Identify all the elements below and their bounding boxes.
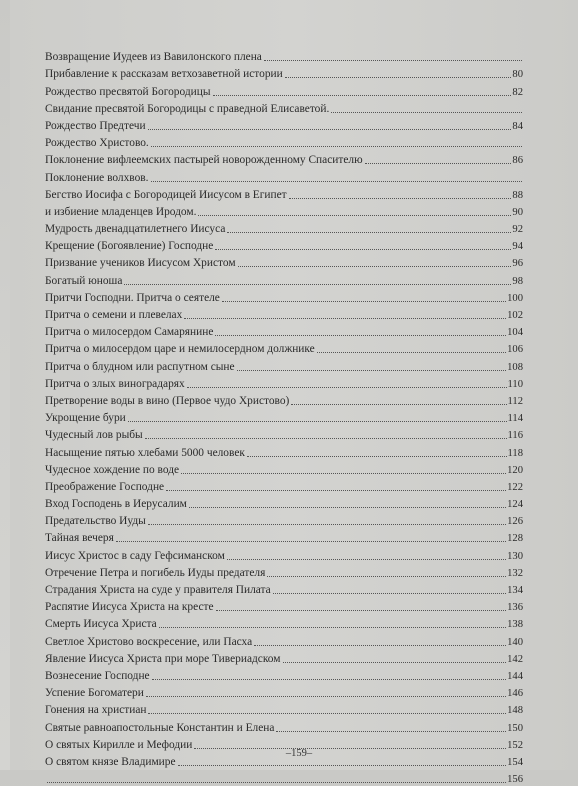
toc-entry <box>45 99 523 116</box>
toc-entry-page: 94 <box>512 241 523 253</box>
dot-leader <box>247 455 507 457</box>
toc-entry <box>45 614 523 631</box>
toc-entry-title: Богатый юноша <box>45 274 123 287</box>
toc-entry-title: Крещение (Богоявление) Господне <box>45 240 214 253</box>
table-of-contents <box>45 47 523 786</box>
toc-entry-title: Светлое Христово воскресение, или Пасха <box>45 635 253 648</box>
toc-entry-title: Тайная вечеря <box>45 532 114 545</box>
toc-entry-page: 118 <box>507 447 523 459</box>
toc-entry-page: 116 <box>507 430 523 442</box>
toc-entry <box>45 511 523 528</box>
toc-entry-title: Мудрость двенадцатилетнего Иисуса <box>45 223 226 236</box>
toc-entry-title: Претворение воды в вино (Первое чудо Христово) <box>45 394 290 407</box>
dot-leader <box>159 626 506 628</box>
toc-entry <box>45 236 523 253</box>
toc-entry-title: Укрощение бури <box>45 412 126 425</box>
toc-entry <box>45 666 523 683</box>
dot-leader <box>187 386 507 388</box>
toc-entry-page: 152 <box>507 739 523 751</box>
dot-leader <box>189 506 506 508</box>
dot-leader <box>289 197 512 199</box>
toc-entry <box>45 322 523 339</box>
toc-entry-page: 148 <box>507 705 523 717</box>
toc-entry-title: О святых Кирилле и Мефодии <box>45 738 193 751</box>
toc-entry <box>45 185 523 202</box>
toc-entry <box>45 460 523 477</box>
toc-entry-title: Рождество пресвятой Богородицы <box>45 85 211 98</box>
toc-entry-page: 98 <box>512 275 523 287</box>
dot-leader <box>222 300 506 302</box>
toc-entry <box>45 133 523 150</box>
toc-entry-page: 112 <box>507 395 523 407</box>
toc-entry-title: Бегство Иосифа с Богородицей Иисусом в Египет <box>45 188 287 201</box>
toc-entry <box>45 425 523 442</box>
toc-entry-title: Возвращение Иудеев из Вавилонского плена <box>45 51 262 64</box>
dot-leader <box>128 420 507 422</box>
toc-entry-page: 140 <box>507 636 523 648</box>
toc-entry-page: 122 <box>507 481 523 493</box>
toc-entry <box>45 597 523 614</box>
toc-entry-title: Рождество Предтечи <box>45 119 146 132</box>
dot-leader <box>254 644 506 646</box>
toc-entry-title: Явление Иисуса Христа при море Тивериадском <box>45 652 281 665</box>
dot-leader <box>148 523 506 525</box>
toc-entry-title: Прибавление к рассказам ветхозаветной истории <box>45 68 283 81</box>
toc-entry <box>45 374 523 391</box>
dot-leader <box>213 94 512 96</box>
dot-leader <box>227 231 511 233</box>
toc-entry <box>45 391 523 408</box>
dot-leader <box>227 558 506 560</box>
dot-leader <box>152 678 507 680</box>
toc-entry-title: Притча о блудном или распутном сыне <box>45 360 235 373</box>
toc-entry-title: Притча о семени и плевелах <box>45 309 183 321</box>
toc-entry-title: Притча о злых виноградарях <box>45 377 185 390</box>
dot-leader <box>237 369 507 371</box>
toc-entry-page: 134 <box>507 585 523 596</box>
page-number: –159– <box>285 748 313 759</box>
toc-entry-page: 108 <box>507 361 523 373</box>
toc-entry-page: 144 <box>507 670 523 682</box>
dot-leader <box>215 248 511 250</box>
toc-entry-title: Смерть Иисуса Христа <box>45 618 157 631</box>
dot-leader <box>216 609 507 611</box>
dot-leader <box>331 111 522 113</box>
toc-entry <box>45 442 523 459</box>
dot-leader <box>365 162 512 164</box>
toc-entry <box>45 769 523 786</box>
toc-entry-page: 146 <box>507 688 523 700</box>
dot-leader <box>148 712 506 714</box>
toc-entry-title: Притча о милосердом царе и немилосердном должнике <box>45 343 315 356</box>
toc-entry <box>45 270 523 287</box>
dot-leader <box>283 661 507 663</box>
toc-entry <box>45 683 523 700</box>
toc-entry-title: Чудесный лов рыбы <box>45 429 143 442</box>
dot-leader <box>146 695 506 697</box>
toc-entry-title: Предательство Иуды <box>45 515 146 528</box>
dot-leader <box>215 334 506 336</box>
toc-entry-title: О святом князе Владимире <box>45 755 176 768</box>
toc-entry-page: 80 <box>512 69 523 81</box>
toc-entry-title: Отречение Петра и погибель Иуды предателя <box>45 566 266 579</box>
toc-entry <box>45 494 523 511</box>
toc-entry <box>45 356 523 373</box>
toc-entry <box>45 47 523 64</box>
toc-entry-page: 124 <box>507 499 523 511</box>
toc-entry <box>45 717 523 734</box>
toc-entry-page: 106 <box>507 344 523 356</box>
toc-entry-page: 82 <box>512 86 523 98</box>
toc-entry-page: 138 <box>507 619 523 631</box>
toc-entry <box>45 81 523 98</box>
dot-leader <box>276 730 506 732</box>
toc-entry-page: 86 <box>512 155 523 167</box>
dot-leader <box>47 781 506 783</box>
toc-entry-title: Рождество Христово. <box>45 137 149 150</box>
dot-leader <box>178 764 507 766</box>
toc-entry-page: 120 <box>507 464 523 476</box>
dot-leader <box>116 540 506 542</box>
toc-entry-title: Поклонение вифлеемских пастырей новорожденному Спасителю <box>45 154 363 167</box>
toc-entry <box>45 563 523 580</box>
toc-entry <box>45 339 523 356</box>
toc-entry-title: Чудесное хождение по воде <box>45 463 180 476</box>
toc-entry-title: Гонения на христиан <box>45 704 147 717</box>
toc-entry <box>45 64 523 81</box>
dot-leader <box>273 592 506 594</box>
dot-leader <box>291 403 506 405</box>
toc-entry <box>45 288 523 305</box>
toc-entry-page: 104 <box>507 327 523 339</box>
dot-leader <box>148 128 512 130</box>
toc-entry-page: 92 <box>512 224 523 236</box>
dot-leader <box>166 489 506 491</box>
dot-leader <box>317 351 506 353</box>
toc-entry-title: и избиение младенцев Иродом. <box>45 205 197 218</box>
toc-entry-page: 100 <box>507 292 523 304</box>
toc-entry <box>45 631 523 648</box>
toc-entry-title: Призвание учеников Иисусом Христом <box>45 257 236 270</box>
toc-entry-page: 130 <box>507 550 523 562</box>
toc-entry-title: Притчи Господни. Притча о сеятеле <box>45 291 220 304</box>
toc-entry-title: Святые равноапостольные Константин и Елена <box>45 721 275 734</box>
toc-entry-page: 128 <box>507 533 523 545</box>
toc-entry-page: 96 <box>512 258 523 270</box>
dot-leader <box>151 180 522 182</box>
toc-entry <box>45 528 523 545</box>
toc-entry <box>45 649 523 666</box>
dot-leader <box>184 317 506 319</box>
toc-entry <box>45 116 523 133</box>
toc-entry <box>45 545 523 562</box>
dot-leader <box>124 283 511 285</box>
toc-entry <box>45 202 523 219</box>
toc-entry-title: Притча о милосердом Самарянине <box>45 326 214 339</box>
toc-entry-page: 84 <box>512 120 523 132</box>
toc-entry-page: 150 <box>507 722 523 734</box>
toc-entry <box>45 477 523 494</box>
toc-entry-title: Поклонение волхвов. <box>45 171 149 184</box>
toc-entry <box>45 253 523 270</box>
toc-entry <box>45 305 523 322</box>
toc-entry-page: 154 <box>507 756 523 768</box>
toc-entry-page: 102 <box>507 310 523 321</box>
toc-entry-page: 136 <box>507 602 523 614</box>
toc-entry-title: Вход Господень в Иерусалим <box>45 498 187 511</box>
toc-entry-title: Успение Богоматери <box>45 687 144 700</box>
toc-entry-title: Преображение Господне <box>45 480 165 493</box>
toc-entry-page: 132 <box>507 567 523 579</box>
toc-entry-page: 110 <box>507 378 523 390</box>
toc-entry-page: 126 <box>507 516 523 528</box>
toc-entry-title: Распятие Иисуса Христа на кресте <box>45 601 214 614</box>
toc-entry-page: 90 <box>512 206 523 218</box>
toc-entry-title: Страдания Христа на суде у правителя Пилата <box>45 584 271 596</box>
toc-entry-title: Иисус Христос в саду Гефсиманском <box>45 549 225 562</box>
dot-leader <box>267 575 506 577</box>
toc-entry-title: Насыщение пятью хлебами 5000 человек <box>45 446 245 459</box>
toc-entry-page: 156 <box>507 774 523 786</box>
toc-entry <box>45 167 523 184</box>
toc-entry-page: 142 <box>507 653 523 665</box>
toc-entry <box>45 700 523 717</box>
toc-entry-page: 114 <box>507 413 523 425</box>
dot-leader <box>198 214 511 216</box>
toc-entry <box>45 219 523 236</box>
toc-entry-title: Вознесение Господне <box>45 669 150 682</box>
dot-leader <box>238 265 512 267</box>
toc-entry-page: 88 <box>512 189 523 201</box>
toc-entry <box>45 408 523 425</box>
dot-leader <box>181 472 506 474</box>
book-page <box>10 0 578 786</box>
dot-leader <box>264 59 522 61</box>
dot-leader <box>145 437 507 439</box>
dot-leader <box>285 76 512 78</box>
toc-entry-title: Свидание пресвятой Богородицы с праведной Елисаветой. <box>45 102 330 115</box>
toc-entry <box>45 150 523 167</box>
toc-entry <box>45 580 523 597</box>
dot-leader <box>151 145 522 147</box>
